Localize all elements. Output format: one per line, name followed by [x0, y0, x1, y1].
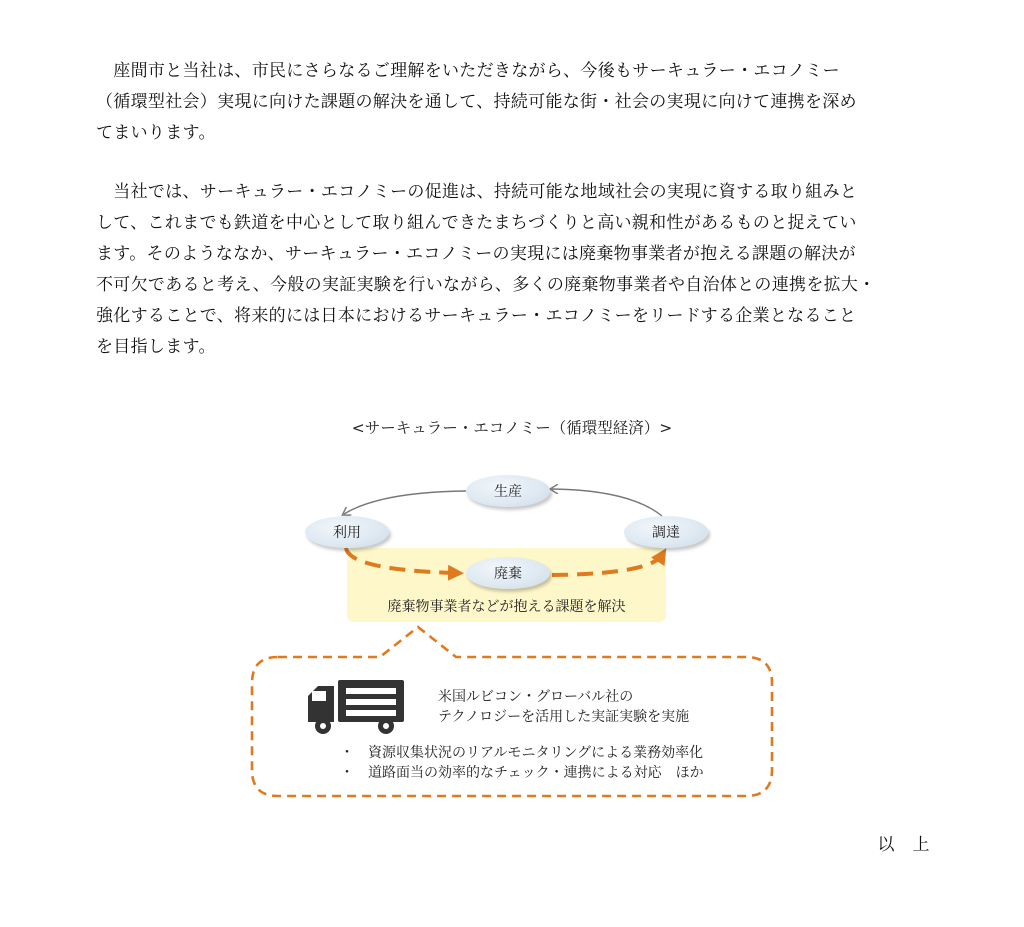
paragraph-line: を目指します。 — [96, 337, 216, 357]
garbage-truck-icon — [306, 678, 408, 736]
problem-label: 廃棄物事業者などが抱える課題を解決 — [387, 599, 626, 615]
callout-heading-line2: テクノロジーを活用した実証実験を実施 — [438, 709, 690, 725]
callout-heading-line1: 米国ルビコン・グローバル社の — [438, 689, 634, 705]
paragraph-line: して、これまでも鉄道を中心として取り組んできたまちづくりと高い親和性があるものと捉えてい — [96, 213, 857, 233]
bullet-text: 資源収集状況のリアルモニタリングによる業務効率化 — [368, 745, 704, 761]
paragraph-line: てまいります。 — [96, 123, 216, 143]
paragraph-line: ます。そのようななか、サーキュラー・エコノミーの実現には廃棄物事業者が抱える課題の解決が — [96, 244, 856, 264]
node-disposal: 廃棄 — [466, 557, 550, 589]
bullet-glyph: ・ — [340, 765, 354, 781]
paragraph-line: 強化することで、将来的には日本におけるサーキュラー・エコノミーをリードする企業となること — [96, 306, 857, 326]
paragraph-line: （循環型社会）実現に向けた課題の解決を通して、持続可能な街・社会の実現に向けて連携を深め — [96, 92, 857, 112]
bullet-glyph: ・ — [340, 745, 354, 761]
paragraph-line: 不可欠であると考え、今般の実証実験を行いながら、多くの廃棄物事業者や自治体との連携を拡大・ — [96, 275, 876, 295]
closing-remark: 以 上 — [877, 835, 930, 855]
node-use: 利用 — [305, 516, 389, 548]
diagram-title: <サーキュラー・エコノミー（循環型経済）> — [351, 419, 673, 437]
node-procurement: 調達 — [624, 516, 708, 548]
paragraph-line: 当社では、サーキュラー・エコノミーの促進は、持続可能な地域社会の実現に資する取り組みと — [96, 182, 858, 202]
callout-bullet — [340, 742, 703, 762]
callout-bullet — [340, 762, 704, 782]
bullet-text: 道路面当の効率的なチェック・連携による対応 ほか — [368, 765, 704, 781]
node-production: 生産 — [466, 475, 550, 507]
paragraph-line: 座間市と当社は、市民にさらなるご理解をいただきながら、今後もサーキュラー・エコノミー — [96, 61, 840, 81]
